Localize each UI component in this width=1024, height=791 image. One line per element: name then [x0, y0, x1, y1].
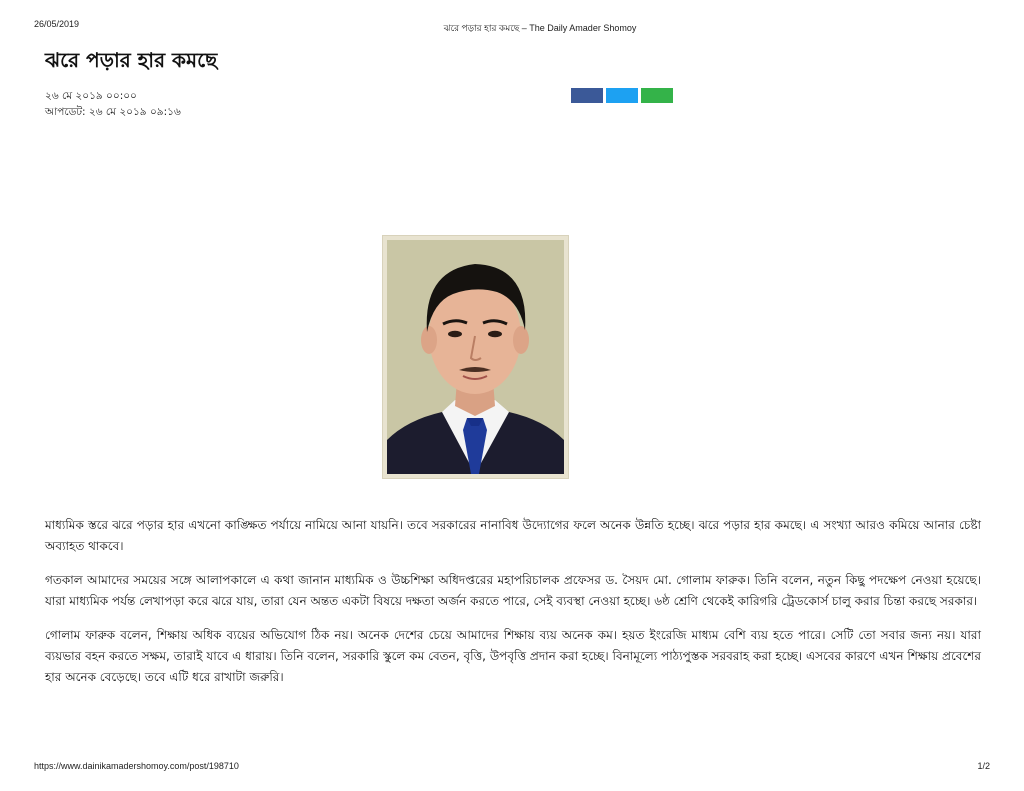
article-paragraph: গতকাল আমাদের সময়ের সঙ্গে আলাপকালে এ কথা জানান মাধ্যমিক ও উচ্চশিক্ষা অধিদপ্তরের মহাপরিচালক প্রফেসর ড. সৈয়দ মো. গোলাম ফারুক। তিনি বলেন, নতুন কিছু পদক্ষেপ নেওয়া হয়েছে। যারা মাধ্যমিক পর্যন্ত লেখাপড়া করে ঝরে যায়, তারা যেন অন্তত একটা বিষয়ে দক্ষতা অর্জন করতে পারে, সেই ব্যবস্থা নেওয়া হচ্ছে। ৬ষ্ঠ শ্রেণি থেকেই কারিগরি ট্রেডকোর্স চালু করার চিন্তা করছে সরকার। [45, 573, 981, 608]
portrait-image [387, 240, 564, 474]
article-body [45, 515, 981, 701]
facebook-share-button[interactable] [571, 88, 603, 103]
share-buttons [571, 88, 673, 103]
whatsapp-share-button[interactable] [641, 88, 673, 103]
twitter-share-button[interactable] [606, 88, 638, 103]
article-headline: ঝরে পড়ার হার কমছে [45, 48, 218, 72]
article-meta [45, 88, 181, 120]
print-page-title: ঝরে পড়ার হার কমছে – The Daily Amader Shomoy [443, 23, 637, 33]
print-footer-url: https://www.dainikamadershomoy.com/post/198710 [34, 761, 239, 771]
article-photo [382, 235, 569, 479]
article-paragraph: গোলাম ফারুক বলেন, শিক্ষায় অধিক ব্যয়ের অভিযোগ ঠিক নয়। অনেক দেশের চেয়ে আমাদের শিক্ষায় ব্যয় অনেক কম। হয়ত ইংরেজি মাধ্যম বেশি ব্যয় হতে পারে। সেটি তো সবার জন্য নয়। যারা ব্যয়ভার বহন করতে সক্ষম, তারাই যাবে এ ধারায়। তিনি বলেন, সরকারি স্কুলে কম বেতন, বৃত্তি, উপবৃত্তি প্রদান করা হচ্ছে। বিনামূল্যে পাঠ্যপুস্তক সরবরাহ করা হচ্ছে। এসবের কারণে এখন শিক্ষায় প্রবেশের হার অনেক বেড়েছে। তবে এটি ধরে রাখাটা জরুরি। [45, 628, 981, 684]
published-date: ২৬ মে ২০১৯ ০০:০০ [45, 90, 137, 102]
print-date: 26/05/2019 [34, 19, 80, 29]
print-page-number: 1/2 [977, 761, 990, 771]
updated-date: আপডেট: ২৬ মে ২০১৯ ০৯:১৬ [45, 106, 181, 118]
article-paragraph: মাধ্যমিক স্তরে ঝরে পড়ার হার এখনো কাঙ্ক্ষিত পর্যায়ে নামিয়ে আনা যায়নি। তবে সরকারের নানাবিধ উদ্যোগের ফলে অনেক উন্নতি হচ্ছে। ঝরে পড়ার হার কমছে। এ সংখ্যা আরও কমিয়ে আনার চেষ্টা অব্যাহত থাকবে। [45, 518, 981, 553]
